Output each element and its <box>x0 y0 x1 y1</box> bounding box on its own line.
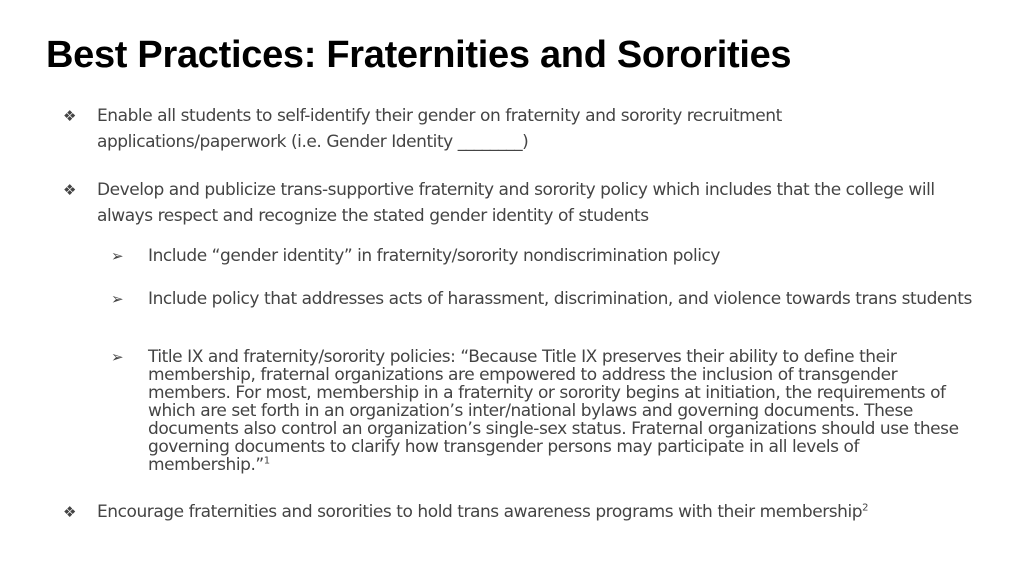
bullet-text: Encourage fraternities and sororities to hold trans awareness programs with their membership <box>97 502 863 522</box>
subbullet-text: Include policy that addresses acts of harassment, discrimination, and violence towards trans students <box>148 289 972 309</box>
subbullet-text: Title IX and fraternity/sorority policies: “Because Title IX preserves their ability to define their membership, fraternal organizations are empowered to address the inclusion of transgender members. For most, membership in a fraternity or sorority begins at initiation, the requirements of which are set forth in an organization’s inter/national bylaws and governing documents. These documents also control an organization’s single-sex status. Fraternal organizations should use these governing documents to clarify how transgender persons may participate in all levels of membership.” <box>148 347 959 475</box>
arrowhead-bullet-icon: ➢ <box>111 348 124 366</box>
diamond-bullet-icon: ❖ <box>63 107 76 125</box>
subbullet-harassment-policy <box>111 289 978 309</box>
bullet-trans-supportive-policy <box>63 177 937 229</box>
diamond-bullet-icon: ❖ <box>63 181 76 199</box>
bullet-self-identify <box>63 103 887 155</box>
subbullet-text: Include “gender identity” in fraternity/sorority nondiscrimination policy <box>148 246 721 266</box>
diamond-bullet-icon: ❖ <box>63 503 76 521</box>
arrowhead-bullet-icon: ➢ <box>111 247 124 265</box>
bullet-text: Develop and publicize trans-supportive fraternity and sorority policy which includes that the college will always respect and recognize the stated gender identity of students <box>97 180 935 226</box>
footnote-marker: 2 <box>862 502 869 514</box>
subbullet-nondiscrimination <box>111 245 988 267</box>
slide-title: Best Practices: Fraternities and Sororities <box>46 34 792 76</box>
bullet-text: Enable all students to self-identify their gender on fraternity and sorority recruitment applications/paperwork (i.e. Gender Identity ________) <box>97 106 782 152</box>
bullet-awareness-programs <box>63 499 977 525</box>
subbullet-title-ix <box>111 347 978 475</box>
arrowhead-bullet-icon: ➢ <box>111 290 124 308</box>
footnote-marker: 1 <box>263 455 270 467</box>
